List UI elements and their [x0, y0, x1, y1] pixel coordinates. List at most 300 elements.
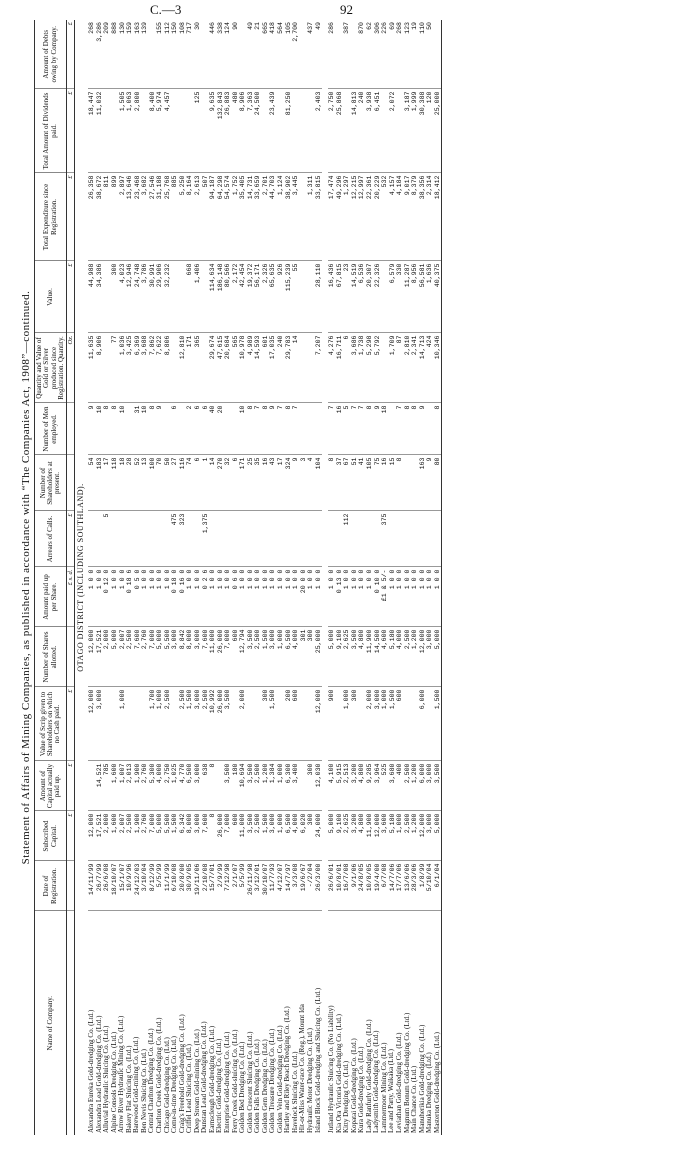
value-cell: 40,375 — [434, 261, 442, 333]
value-cell: 7,000 — [224, 627, 232, 687]
value-cell: 32,232 — [164, 261, 172, 333]
company-name-cell: Lee and Party, Waikaka (Ltd.) — [387, 1049, 396, 1133]
value-cell: 115,239 — [284, 261, 292, 333]
value-cell: 1 0 0 — [351, 567, 359, 627]
company-name-cell: Jutland Hydraulic Sluicing Co. (No Liability) — [327, 1005, 336, 1133]
value-cell: 1,738 — [358, 333, 366, 403]
value-cell: 50 — [164, 455, 172, 511]
value-cell: 6,500 — [284, 627, 292, 687]
value-cell: 6,500 — [186, 761, 194, 811]
value-cell: 0 5 0 — [133, 567, 141, 627]
value-cell — [381, 333, 389, 403]
table-row — [315, 20, 323, 1135]
value-cell: 23,468 — [133, 173, 141, 261]
value-cell — [396, 89, 404, 173]
value-cell: 525 — [381, 761, 389, 811]
value-cell: 1,311 — [307, 173, 315, 261]
company-name-cell: Golden Crescent Sluicing Co. (Ltd.) — [245, 1031, 254, 1133]
value-cell: 3,000 — [194, 761, 202, 811]
value-cell: 13 — [141, 455, 149, 511]
value-cell: 4,600 — [381, 627, 389, 687]
value-cell: 90 — [232, 20, 240, 89]
value-cell: 1,200 — [411, 761, 419, 811]
value-cell: 1,007 — [118, 761, 126, 811]
value-cell: 8,379 — [411, 173, 419, 261]
value-cell: 1 0 0 — [292, 567, 300, 627]
value-cell: 47,615 — [216, 333, 224, 403]
value-cell: 6,500 — [284, 811, 292, 861]
value-cell — [224, 511, 232, 567]
value-cell: 10,978 — [239, 333, 247, 403]
value-cell: 20,307 — [366, 261, 374, 333]
value-cell: 2,500 — [404, 627, 412, 687]
table-row — [434, 20, 442, 1135]
value-cell: 3,686 — [351, 333, 359, 403]
value-cell: 32 — [224, 455, 232, 511]
value-cell: 26/6/08 — [103, 861, 111, 911]
value-cell: 8 — [148, 403, 156, 455]
value-cell: 171 — [239, 455, 247, 511]
value-cell: 9,635 — [209, 89, 217, 173]
company-name-cell: Arrow River Hydraulic Mining Co. (Ltd.) — [117, 1015, 126, 1133]
value-cell: 6 — [232, 455, 240, 511]
value-cell: 8 — [209, 761, 217, 811]
value-cell — [141, 687, 149, 761]
value-cell: 1,025 — [171, 761, 179, 811]
value-cell: 3,425 — [126, 333, 134, 403]
value-cell: 2,701 — [262, 173, 270, 261]
table-row — [111, 20, 119, 1135]
value-cell: 112 — [343, 511, 351, 567]
value-cell: 20,684 — [224, 333, 232, 403]
value-cell: 10,346 — [434, 333, 442, 403]
value-cell: 1 0 0 — [148, 567, 156, 627]
value-cell: 5,000 — [328, 627, 336, 687]
unit-label: £ — [67, 511, 75, 567]
unit-label — [67, 627, 75, 687]
value-cell: 4,000 — [292, 811, 300, 861]
value-cell: 8/12/99 — [148, 861, 156, 911]
value-cell: 3,500 — [351, 627, 359, 687]
value-cell: 1,200 — [411, 811, 419, 861]
value-cell: 2,341 — [411, 333, 419, 403]
value-cell: 564 — [277, 20, 285, 89]
value-cell: 112 — [164, 20, 172, 89]
value-cell: 446 — [209, 20, 217, 89]
value-cell: 12,000 — [419, 811, 427, 861]
value-cell: 3,964 — [373, 761, 381, 811]
value-cell: 4,000 — [156, 761, 164, 811]
value-cell: 1,500 — [171, 811, 179, 861]
table-row — [194, 20, 202, 1135]
value-cell: 159 — [126, 20, 134, 89]
column-header: Number of Shareholders at present. — [35, 455, 67, 511]
value-cell: 5,500 — [164, 811, 172, 861]
value-cell: 1/8/99 — [419, 861, 427, 911]
value-cell: 24,500 — [254, 89, 262, 173]
value-cell: 2,403 — [315, 89, 323, 173]
unit-label — [67, 403, 75, 455]
value-cell: 1 0 0 — [315, 567, 323, 627]
value-cell: 785 — [103, 761, 111, 811]
value-cell: 1 0 0 — [328, 567, 336, 627]
value-cell: 186,148 — [216, 261, 224, 333]
unit-label: Oz. — [67, 333, 75, 403]
value-cell: 6,451 — [373, 89, 381, 173]
value-cell: 44,703 — [269, 173, 277, 261]
value-cell — [434, 511, 442, 567]
value-cell: 30/9/05 — [186, 861, 194, 911]
company-name-cell: Alpine Consols Dredging Co. (Ltd.) — [109, 1031, 118, 1133]
value-cell: 17 — [103, 455, 111, 511]
value-cell: 8,000 — [186, 627, 194, 687]
company-name-cell: Kia Ora Victoria Gold-dredging Co. (Ltd.) — [334, 1013, 343, 1133]
value-cell: 1,297 — [343, 173, 351, 261]
value-cell: 54,574 — [224, 173, 232, 261]
table-row — [239, 20, 247, 1135]
value-cell: 14 — [209, 455, 217, 511]
value-cell: 77 — [111, 333, 119, 403]
value-cell: 424 — [426, 333, 434, 403]
value-cell: 3,500 — [247, 761, 255, 811]
column-header: Amount of Capital actually paid up. — [35, 761, 67, 811]
value-cell: 16 — [336, 403, 344, 455]
value-cell: 1,709 — [388, 333, 396, 403]
table-row — [164, 20, 172, 1135]
value-cell: 28/3/06 — [411, 861, 419, 911]
value-cell: 2,625 — [343, 811, 351, 861]
value-cell: 1 0 0 — [141, 567, 149, 627]
value-cell — [299, 511, 307, 567]
value-cell: 30 — [194, 20, 202, 89]
value-cell — [315, 511, 323, 567]
value-cell — [336, 687, 344, 761]
value-cell: 38,902 — [284, 173, 292, 261]
value-cell: 2,500 — [254, 811, 262, 861]
value-cell: 8 — [103, 403, 111, 455]
value-cell: 5,300 — [148, 761, 156, 811]
value-cell — [88, 511, 96, 567]
value-cell: 9 — [426, 455, 434, 511]
value-cell — [186, 511, 194, 567]
value-cell: 4,276 — [328, 333, 336, 403]
company-name-cell: Golden Falls Dredging Co. (Ltd.) — [253, 1039, 262, 1133]
column-header: Date of Registration. — [35, 861, 67, 911]
value-cell: 4,770 — [179, 761, 187, 811]
value-cell: 10/9/96 — [126, 861, 134, 911]
value-cell: 8 — [262, 403, 270, 455]
value-cell: 1 0 0 — [269, 567, 277, 627]
value-cell — [343, 89, 351, 173]
value-cell: 94,187 — [209, 173, 217, 261]
value-cell: 300 — [351, 687, 359, 761]
value-cell: 1,500 — [388, 687, 396, 761]
value-cell: 19/4/00 — [373, 861, 381, 911]
unit-label: £ — [67, 261, 75, 333]
unit-label: £ — [67, 811, 75, 861]
value-cell: 12,000 — [315, 687, 323, 761]
value-cell: 9 — [269, 403, 277, 455]
table-row — [133, 20, 141, 1135]
table-row — [262, 20, 270, 1135]
value-cell: 2,750 — [328, 89, 336, 173]
value-cell — [351, 511, 359, 567]
value-cell: 10/8/01 — [336, 861, 344, 911]
value-cell: 7 — [277, 403, 285, 455]
value-cell: 1 0 0 — [426, 567, 434, 627]
value-cell: -/2/04 — [307, 861, 315, 911]
value-cell: 6,536 — [358, 261, 366, 333]
value-cell: 52 — [133, 455, 141, 511]
value-cell: 24,748 — [133, 261, 141, 333]
table-row — [156, 20, 164, 1135]
value-cell — [209, 511, 217, 567]
value-cell: 3,200 — [351, 761, 359, 811]
value-cell: 1 — [201, 455, 209, 511]
value-cell: 38,356 — [419, 173, 427, 261]
value-cell: 387 — [343, 20, 351, 89]
table-row — [388, 20, 396, 1135]
value-cell: 31 — [133, 403, 141, 455]
value-cell: 7 — [396, 403, 404, 455]
value-cell: 5,000 — [111, 627, 119, 687]
value-cell: 6,020 — [299, 811, 307, 861]
table-row — [96, 20, 104, 1135]
company-name-cell: Golden Vein Gold-dredging Co. (Ltd.) — [275, 1025, 284, 1133]
value-cell: 16/7/08 — [343, 861, 351, 911]
value-cell — [299, 761, 307, 811]
value-cell: 1 0 0 — [404, 567, 412, 627]
value-cell: 26,883 — [224, 89, 232, 173]
value-cell — [103, 687, 111, 761]
value-cell: 600 — [292, 687, 300, 761]
value-cell: 12,000 — [88, 687, 96, 761]
company-name-cell: Alexandra Lead Gold-dredging Co. (Ltd.) — [94, 1015, 103, 1133]
value-cell: 11,900 — [366, 627, 374, 687]
value-cell: 8 — [366, 403, 374, 455]
value-cell: 3 — [299, 455, 307, 511]
value-cell — [269, 511, 277, 567]
value-cell: 1 0 0 — [88, 567, 96, 627]
value-cell: 268 — [396, 20, 404, 89]
value-cell: 1 0 0 — [343, 567, 351, 627]
table-row — [209, 20, 217, 1135]
value-cell — [307, 89, 315, 173]
value-cell: 14,500 — [373, 627, 381, 687]
value-cell: 2,500 — [126, 811, 134, 861]
value-cell: 885 — [171, 173, 179, 261]
value-cell: 14,521 — [96, 761, 104, 811]
value-cell: 3,445 — [292, 173, 300, 261]
value-cell: 5,250 — [179, 173, 187, 261]
value-cell: 4,000 — [292, 627, 300, 687]
value-cell: 33,659 — [254, 173, 262, 261]
value-cell: 2,750 — [164, 761, 172, 811]
value-cell: 5/10/04 — [426, 861, 434, 911]
value-cell: 1,500 — [262, 811, 270, 861]
value-cell — [307, 261, 315, 333]
value-cell: 12,000 — [88, 811, 96, 861]
value-cell: 139 — [141, 20, 149, 89]
value-cell: 3,000 — [426, 627, 434, 687]
company-name-cell: Masterton Gold-dredging Co. (Ltd.) — [434, 911, 442, 1135]
value-cell: 3,688 — [141, 333, 149, 403]
value-cell: 8,842 — [179, 627, 187, 687]
value-cell: 51 — [351, 455, 359, 511]
value-cell: 1,036 — [118, 333, 126, 403]
value-cell: 8,956 — [411, 261, 419, 333]
table-row — [216, 20, 224, 1135]
value-cell: 2,007 — [118, 627, 126, 687]
table-row — [426, 20, 434, 1135]
value-cell: 0 10 0 — [373, 567, 381, 627]
company-name-cell: Kura Gold-dredging Co. (Ltd.) — [357, 1046, 366, 1133]
value-cell: 300 — [307, 811, 315, 861]
value-cell: 475 — [171, 511, 179, 567]
value-cell: 26/7/99 — [96, 861, 104, 911]
value-cell: 38,672 — [96, 173, 104, 261]
statement-title: Statement of Affairs of Mining Companies, as published in accordance with “The Companies Act, 1908”—continued. — [20, 290, 32, 865]
value-cell: 15 — [388, 455, 396, 511]
value-cell — [201, 89, 209, 173]
company-name-cell: Leviathan Gold-dredging Co. (Ltd.) — [394, 1032, 403, 1133]
company-name-cell: Charlton Creek Gold-dredging Co. (Ltd.) — [155, 1017, 164, 1133]
value-cell: 2,000 — [366, 687, 374, 761]
value-cell — [111, 89, 119, 173]
value-cell — [224, 403, 232, 455]
value-cell: 150 — [171, 20, 179, 89]
district-row — [75, 20, 88, 1135]
company-name-cell: Havelock Sluicing Co. (Ltd.) — [290, 1051, 299, 1133]
value-cell — [111, 511, 119, 567]
value-cell: 2,500 — [254, 627, 262, 687]
value-cell — [299, 333, 307, 403]
value-cell — [299, 173, 307, 261]
value-cell: 6,342 — [179, 811, 187, 861]
value-cell: 2/10/08 — [201, 861, 209, 911]
value-cell: 14/11/99 — [88, 861, 96, 911]
value-cell: 8 — [434, 403, 442, 455]
value-cell: 120 — [426, 89, 434, 173]
value-cell: 20 — [216, 403, 224, 455]
value-cell: 34,386 — [96, 261, 104, 333]
value-cell: 0 16 0 — [179, 567, 187, 627]
value-cell: 4,184 — [396, 173, 404, 261]
value-cell — [411, 687, 419, 761]
value-cell: 18,412 — [434, 173, 442, 261]
company-name-cell: Barewood Gold-mining Co. (Ltd.) — [132, 1036, 141, 1133]
value-cell: 10/8/05 — [366, 861, 374, 911]
value-cell: 7 — [292, 403, 300, 455]
value-cell: 1 0 0 — [388, 567, 396, 627]
value-cell: 14,813 — [351, 89, 359, 173]
column-header: Subscribed Capital. — [35, 811, 67, 861]
value-cell: 8 — [284, 403, 292, 455]
value-cell — [247, 687, 255, 761]
value-cell — [358, 687, 366, 761]
value-cell: 3,000 — [269, 627, 277, 687]
value-cell: 28,110 — [315, 261, 323, 333]
value-cell: 2,810 — [404, 333, 412, 403]
value-cell: 4,157 — [388, 173, 396, 261]
value-cell: 3/12/01 — [254, 861, 262, 911]
value-cell: 4,800 — [358, 627, 366, 687]
column-header: Quantity and Value of Gold or Silver produced since Registration. Quantity. — [35, 333, 67, 403]
value-cell: 1 0 0 — [194, 567, 202, 627]
value-cell: 3,187 — [404, 89, 412, 173]
value-cell: 8 — [247, 403, 255, 455]
value-cell — [164, 511, 172, 567]
value-cell: 240 — [277, 333, 285, 403]
value-cell — [411, 511, 419, 567]
company-name-cell: Bakery Flat Sluicing Co. (Ltd.) — [124, 1045, 133, 1133]
value-cell — [179, 403, 187, 455]
value-cell — [239, 511, 247, 567]
value-cell: 3/10/04 — [141, 861, 149, 911]
table-row — [366, 20, 374, 1135]
value-cell — [426, 403, 434, 455]
company-name-cell: Enterprise Gold-dredging Co. (Ltd.) — [222, 1031, 231, 1133]
value-cell: 1 0 0 — [358, 567, 366, 627]
value-cell: 6 — [201, 403, 209, 455]
value-cell: 116 — [179, 455, 187, 511]
value-cell — [404, 511, 412, 567]
value-cell — [111, 687, 119, 761]
value-cell: 14,519 — [351, 261, 359, 333]
value-cell: 1,999 — [411, 89, 419, 173]
value-cell: 5,000 — [156, 627, 164, 687]
value-cell: 8,906 — [96, 333, 104, 403]
value-cell: 14/7/97 — [284, 861, 292, 911]
value-cell — [141, 89, 149, 173]
value-cell: 3,000 — [373, 687, 381, 761]
value-cell: 17,521 — [96, 811, 104, 861]
unit-label: £ — [67, 687, 75, 761]
value-cell — [171, 687, 179, 761]
value-cell: 8 — [209, 811, 217, 861]
value-cell: 11,000 — [239, 811, 247, 861]
company-name-cell: Golden Treasure Dredging Co. (Ltd.) — [268, 1028, 277, 1133]
value-cell — [426, 511, 434, 567]
value-cell: 1 0 0 — [419, 567, 427, 627]
value-cell — [292, 511, 300, 567]
value-cell — [126, 511, 134, 567]
value-cell: 638 — [201, 761, 209, 811]
company-name-cell: Kopatai Gold-dredging Co. (Ltd.) — [349, 1038, 358, 1133]
value-cell: 10,992 — [209, 687, 217, 761]
value-cell: 23,439 — [269, 89, 277, 173]
value-cell: 7,622 — [156, 333, 164, 403]
value-cell: 4,457 — [164, 89, 172, 173]
value-cell — [307, 333, 315, 403]
value-cell: 7,862 — [148, 333, 156, 403]
value-cell: 3,000 — [96, 687, 104, 761]
value-cell: 132,843 — [216, 89, 224, 173]
value-cell: 2,760 — [141, 811, 149, 861]
value-cell — [419, 511, 427, 567]
value-cell: 2,800 — [133, 89, 141, 173]
value-cell: 14 — [292, 333, 300, 403]
value-cell: 14,593 — [254, 333, 262, 403]
company-name-cell: Manuka Dredging Co. (Ltd.) — [425, 1052, 434, 1133]
value-cell: 108 — [179, 20, 187, 89]
column-header: Amount of Debts owing by Company. — [35, 20, 67, 89]
value-cell: 811 — [103, 173, 111, 261]
value-cell: 25,868 — [336, 89, 344, 173]
value-cell: 11,287 — [404, 261, 412, 333]
value-cell: 17/7/06 — [396, 861, 404, 911]
table-row — [148, 20, 156, 1135]
